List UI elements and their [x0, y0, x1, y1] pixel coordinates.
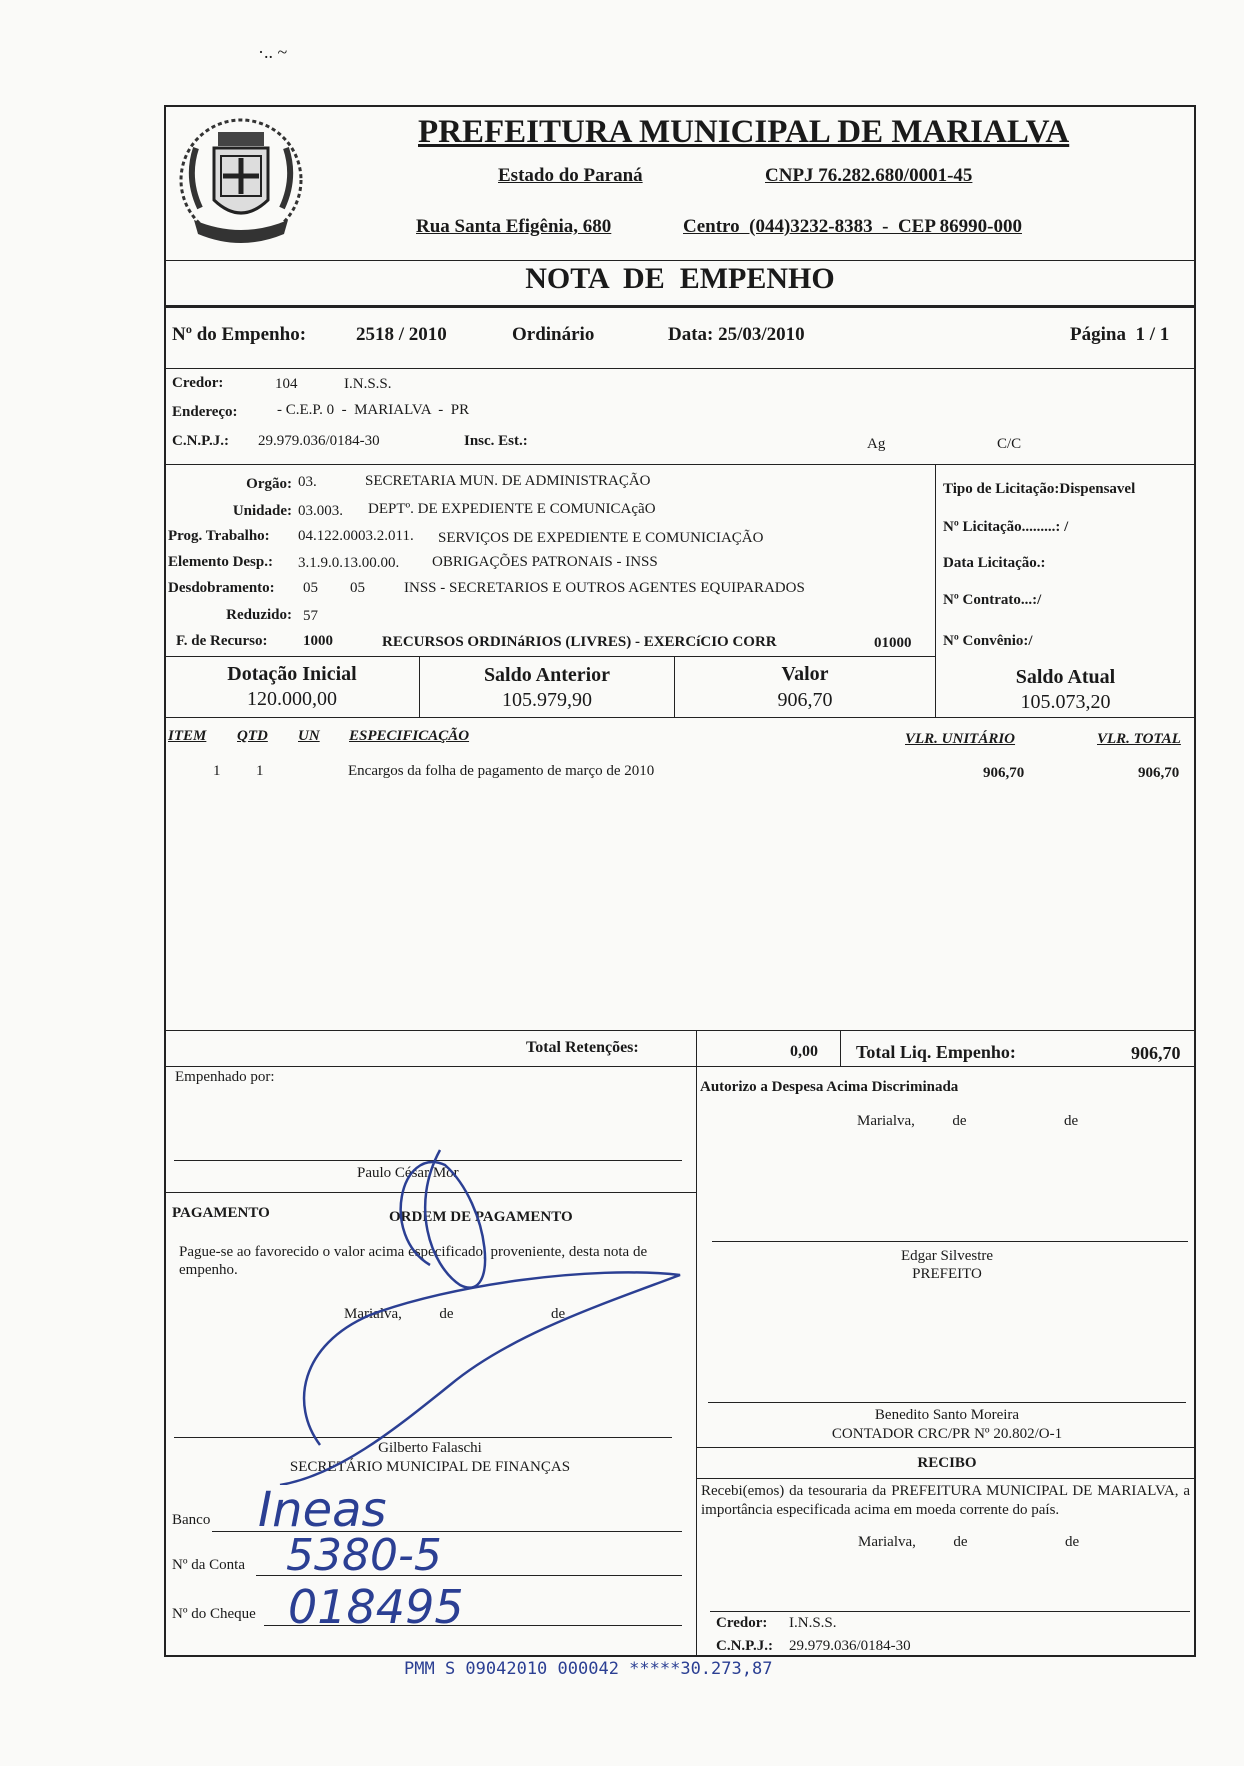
- col-spec: ESPECIFICAÇÃO: [349, 728, 470, 744]
- credor-address: - C.E.P. 0 - MARIALVA - PR: [277, 402, 470, 418]
- recurso-code2: 01000: [874, 635, 912, 651]
- prog-name: SERVIÇOS DE EXPEDIENTE E COMUNICIAÇÃO: [438, 530, 764, 546]
- numero-contrato: Nº Contrato...:/: [943, 592, 1042, 608]
- elemento-name: OBRIGAÇÕES PATRONAIS - INSS: [432, 554, 658, 570]
- left-place-line: Marialva, de de: [344, 1306, 566, 1322]
- credor-cnpj: 29.979.036/0184-30: [258, 433, 380, 449]
- desdob-name: INSS - SECRETARIOS E OUTROS AGENTES EQUIPARADOS: [404, 580, 805, 596]
- desdob-label: Desdobramento:: [168, 580, 275, 596]
- header-contact: Centro (044)3232-8383 - CEP 86990-000: [683, 216, 1022, 237]
- empenho-label: Nº do Empenho:: [172, 324, 307, 345]
- conta-label: Nº da Conta: [172, 1557, 245, 1573]
- recibo-text: Recebi(emos) da tesouraria da PREFEITURA MUNICIPAL DE MARIALVA, a importância especificada acima em moeda corrente do país.: [701, 1483, 1190, 1518]
- handwritten-cheque: 018495: [288, 1580, 464, 1634]
- right-place-line: Marialva, de de: [857, 1113, 1079, 1129]
- col-unit: VLR. UNITÁRIO: [905, 731, 1016, 747]
- unidade-label: Unidade:: [232, 503, 292, 519]
- orgao-name: SECRETARIA MUN. DE ADMINISTRAÇÃO: [365, 473, 651, 489]
- col-total: VLR. TOTAL: [1097, 731, 1181, 747]
- empenhado-por: Empenhado por:: [175, 1069, 275, 1085]
- unidade-code: 03.003.: [298, 503, 343, 519]
- col-item: ITEM: [168, 728, 207, 744]
- prefeito-title: PREFEITO: [912, 1266, 982, 1282]
- elemento-code: 3.1.9.0.13.00.00.: [298, 555, 400, 571]
- row-unit: 906,70: [983, 765, 1025, 781]
- data-licitacao: Data Licitação.:: [943, 555, 1046, 571]
- row-total: 906,70: [1138, 765, 1180, 781]
- ag-label: Ag: [867, 436, 886, 452]
- dotacao-label: Dotação Inicial: [227, 663, 357, 685]
- reduzido-value: 57: [303, 608, 318, 624]
- prog-code: 04.122.0003.2.011.: [298, 528, 414, 544]
- header-state: Estado do Paraná: [498, 165, 643, 186]
- pague-text: Pague-se ao favorecido o valor acima especificado, proveniente, desta nota de empenho.: [179, 1244, 648, 1278]
- doc-title: NOTA DE EMPENHO: [525, 262, 835, 295]
- empenho-type: Ordinário: [512, 324, 595, 345]
- elemento-label: Elemento Desp.:: [168, 554, 273, 570]
- cheque-label: Nº do Cheque: [172, 1606, 256, 1622]
- saldo-anterior-value: 105.979,90: [502, 689, 592, 711]
- retencoes-value: 0,00: [790, 1043, 818, 1060]
- unidade-name: DEPTº. DE EXPEDIENTE E COMUNICAçãO: [368, 501, 656, 517]
- signer1-name: Paulo César Mor: [357, 1165, 459, 1181]
- signer2-name: Gilberto Falaschi: [378, 1440, 482, 1456]
- ordem-heading: ORDEM DE PAGAMENTO: [389, 1209, 573, 1225]
- saldo-atual-label: Saldo Atual: [1015, 666, 1116, 688]
- autorizo-text: Autorizo a Despesa Acima Discriminada: [700, 1079, 959, 1095]
- col-un: UN: [298, 728, 320, 744]
- coat-of-arms-icon: [166, 108, 316, 258]
- handwritten-account: 5380-5: [286, 1530, 442, 1581]
- prefeito-name: Edgar Silvestre: [900, 1248, 994, 1264]
- reduzido-label: Reduzido:: [226, 607, 292, 623]
- banco-label: Banco: [172, 1512, 211, 1528]
- liquido-label: Total Liq. Empenho:: [856, 1042, 1016, 1062]
- recurso-label: F. de Recurso:: [176, 633, 268, 649]
- cnpj-footer-value: 29.979.036/0184-30: [789, 1638, 911, 1654]
- desdob-b: 05: [350, 580, 365, 596]
- row-item: 1: [213, 763, 221, 779]
- liquido-value: 906,70: [1131, 1043, 1181, 1063]
- numero-licitacao: Nº Licitação.........: /: [943, 519, 1069, 535]
- row-spec: Encargos da folha de pagamento de março de 2010: [348, 763, 655, 779]
- header-address: Rua Santa Efigênia, 680: [416, 216, 612, 237]
- recurso-code: 1000: [303, 633, 333, 649]
- cc-label: C/C: [997, 436, 1022, 452]
- orgao-label: Orgão:: [246, 476, 292, 492]
- header-cnpj: CNPJ 76.282.680/0001-45: [765, 165, 973, 186]
- credor-code: 104: [275, 376, 298, 392]
- cnpj-label: C.N.P.J.:: [172, 433, 229, 449]
- empenho-number: 2518 / 2010: [356, 324, 447, 345]
- col-qtd: QTD: [237, 728, 268, 744]
- saldo-atual-value: 105.073,20: [1020, 691, 1111, 713]
- credor-footer-name: I.N.S.S.: [789, 1615, 837, 1631]
- top-mark: ·.. ~: [258, 42, 288, 62]
- signer2-title: SECRETÁRIO MUNICIPAL DE FINANÇAS: [289, 1459, 571, 1475]
- contador-name: Benedito Santo Moreira: [874, 1407, 1020, 1423]
- insc-label: Insc. Est.:: [464, 433, 528, 449]
- orgao-code: 03.: [298, 474, 317, 490]
- handwritten-bank: Ineas: [258, 1482, 387, 1538]
- pagamento-heading: PAGAMENTO: [172, 1205, 270, 1221]
- empenho-date: Data: 25/03/2010: [668, 324, 805, 345]
- prog-label: Prog. Trabalho:: [168, 528, 270, 544]
- credor-name: I.N.S.S.: [344, 376, 392, 392]
- retencoes-label: Total Retenções:: [526, 1039, 639, 1056]
- numero-convenio: Nº Convênio:/: [943, 633, 1033, 649]
- credor-footer-label: Credor:: [716, 1615, 768, 1631]
- recurso-name: RECURSOS ORDINáRIOS (LIVRES) - EXERCíCIO CORR: [382, 634, 777, 650]
- address-label: Endereço:: [172, 404, 238, 420]
- payment-stamp: PMM S 09042010 000042 *****30.273,87: [404, 1659, 773, 1679]
- cnpj-footer-label: C.N.P.J.:: [716, 1638, 773, 1654]
- row-qtd: 1: [256, 763, 264, 779]
- contador-title: CONTADOR CRC/PR Nº 20.802/O-1: [831, 1426, 1063, 1442]
- valor-value: 906,70: [777, 689, 833, 711]
- saldo-anterior-label: Saldo Anterior: [483, 664, 611, 686]
- tipo-licitacao: Tipo de Licitação:Dispensavel: [943, 481, 1136, 497]
- dotacao-value: 120.000,00: [247, 688, 337, 710]
- credor-label: Credor:: [172, 375, 224, 391]
- recibo-place-line: Marialva, de de: [858, 1534, 1080, 1550]
- desdob-a: 05: [303, 580, 318, 596]
- page-number: Página 1 / 1: [1070, 324, 1170, 345]
- signature-scribble: [260, 1145, 690, 1485]
- valor-label: Valor: [781, 663, 829, 685]
- recibo-heading: RECIBO: [917, 1455, 977, 1471]
- header-title: PREFEITURA MUNICIPAL DE MARIALVA: [418, 114, 1070, 150]
